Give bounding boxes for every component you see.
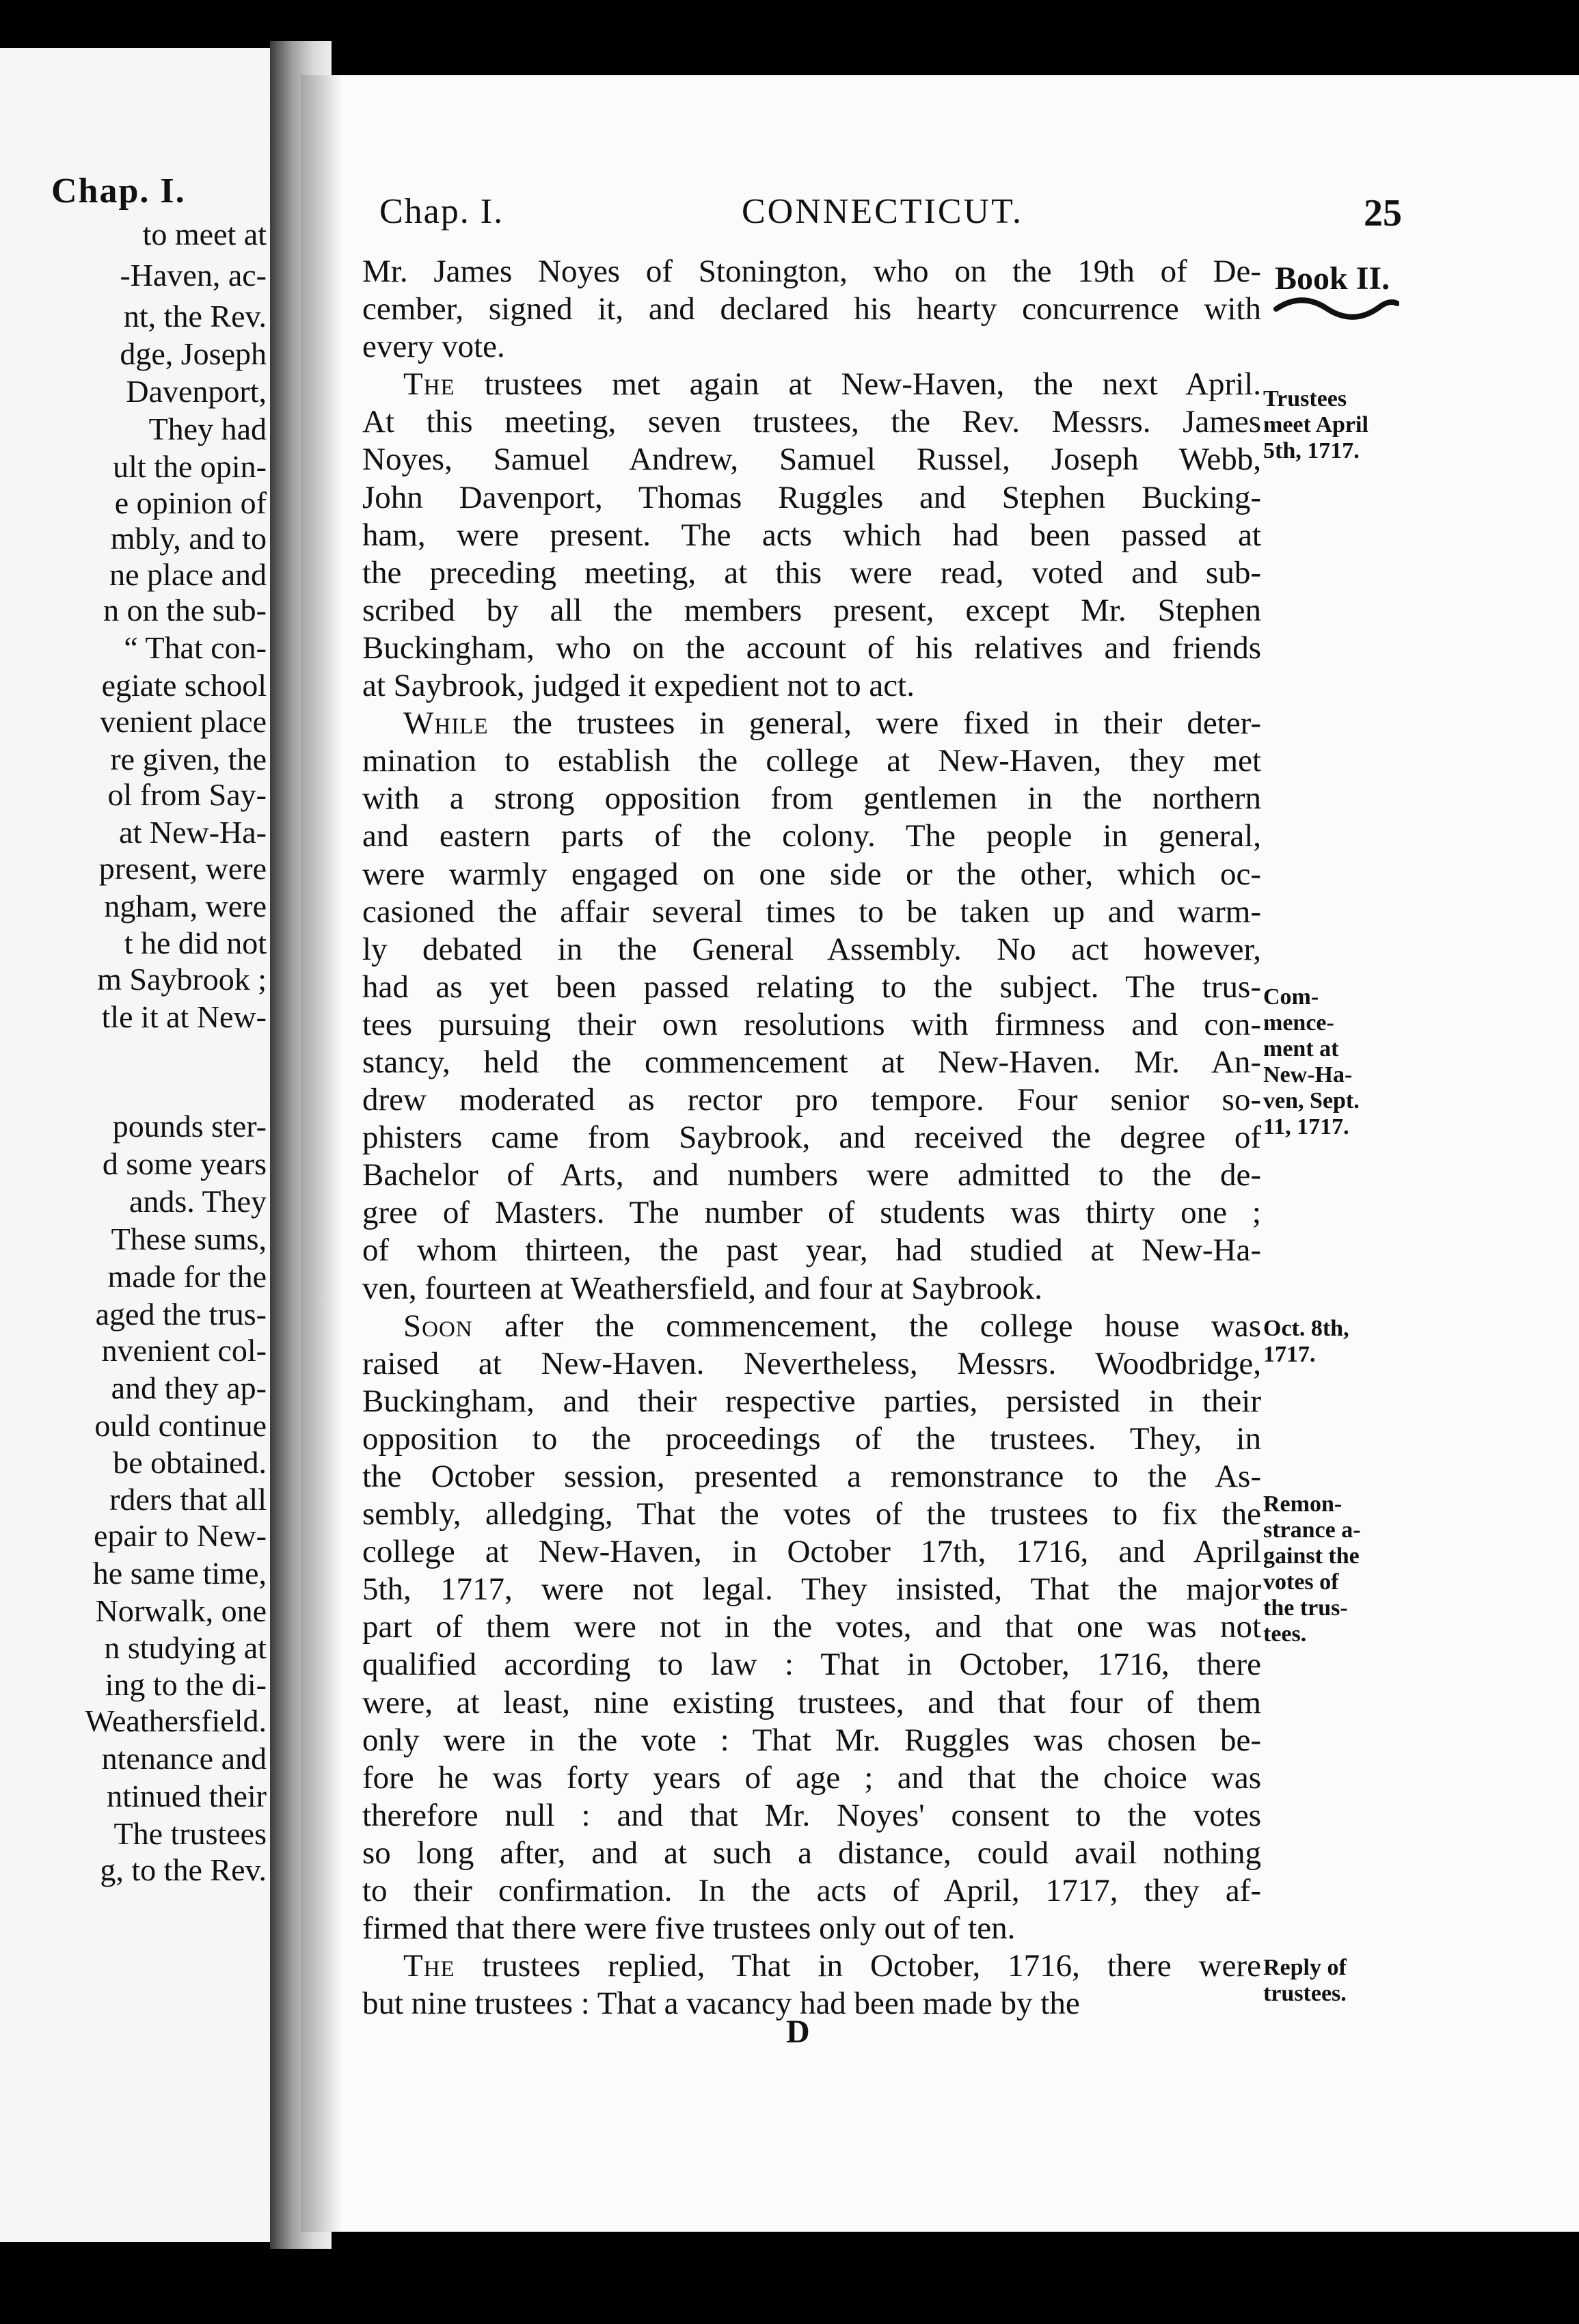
text-line: had as yet been passed relating to the subject. The trus- xyxy=(362,969,1261,1005)
left-page-line: ol from Say- xyxy=(107,777,267,812)
left-page-line: g, to the Rev. xyxy=(100,1852,267,1887)
left-page-line: ngham, were xyxy=(104,889,267,923)
left-page-line: d some years xyxy=(102,1146,267,1181)
side-note-line: trustees. xyxy=(1263,1981,1347,2006)
side-note-line: meet April xyxy=(1263,412,1368,437)
left-page-line: nvenient col- xyxy=(101,1333,267,1368)
side-note-line: votes of xyxy=(1263,1569,1339,1595)
side-note-line: 1717. xyxy=(1263,1342,1316,1367)
left-page-header: Chap. I. xyxy=(51,172,186,211)
left-page-line: mbly, and to xyxy=(110,521,267,556)
text-line: but nine trustees : That a vacancy had been made by the xyxy=(362,1986,1080,2022)
side-note-line: the trus- xyxy=(1263,1595,1348,1621)
text-line: sembly, alledging, That the votes of the trustees to fix the xyxy=(362,1496,1261,1532)
text-line: ly debated in the General Assembly. No act however, xyxy=(362,931,1261,967)
text-line: At this meeting, seven trustees, the Rev. Messrs. James xyxy=(362,404,1261,440)
left-page-line: -Haven, ac- xyxy=(120,258,267,293)
side-note-reply xyxy=(1263,1955,1347,2007)
left-page-line: pounds ster- xyxy=(112,1109,267,1144)
swash-ornament xyxy=(1273,294,1399,321)
left-page-line: These sums, xyxy=(111,1221,267,1256)
side-note-line: New-Ha- xyxy=(1263,1062,1353,1087)
left-page-line: n studying at xyxy=(104,1630,267,1665)
left-page-line: ne place and xyxy=(109,557,267,592)
paragraph-lead-word: The xyxy=(403,1948,455,1984)
side-note-line: mence- xyxy=(1263,1010,1334,1036)
text-line: firmed that there were five trustees only out of ten. xyxy=(362,1910,1016,1947)
left-page-line: ands. They xyxy=(129,1184,267,1219)
side-note-line: Remon- xyxy=(1263,1491,1342,1517)
paragraph-lead-word: While xyxy=(403,705,489,742)
book-label: Book II. xyxy=(1275,260,1390,297)
text-line: drew moderated as rector pro tempore. Four senior so- xyxy=(362,1082,1261,1118)
side-note-line: gainst the xyxy=(1263,1543,1360,1569)
text-line: casioned the affair several times to be taken up and warm- xyxy=(362,893,1261,930)
left-page-line: m Saybrook ; xyxy=(97,962,267,997)
left-page-line: at New-Ha- xyxy=(119,815,267,850)
paragraph-lead-word: Soon xyxy=(403,1308,473,1344)
text-line: 5th, 1717, were not legal. They insisted, That the major xyxy=(362,1571,1261,1608)
left-page-line: made for the xyxy=(107,1259,267,1294)
text-line: with a strong opposition from gentlemen in the northern xyxy=(362,781,1261,817)
left-page-line: rders that all xyxy=(109,1482,267,1517)
side-note-line: 5th, 1717. xyxy=(1263,438,1360,463)
side-note-remonstrance xyxy=(1263,1491,1361,1647)
left-page-line: dge, Joseph xyxy=(120,336,267,371)
text-line: Buckingham, who on the account of his relatives and friends xyxy=(362,630,1261,666)
text-line: While the trustees in general, were fixed in their deter- xyxy=(403,705,1261,742)
left-page-line: ult the opin- xyxy=(113,449,267,484)
text-line: and eastern parts of the colony. The people in general, xyxy=(362,818,1261,854)
text-line: so long after, and at such a distance, could avail nothing xyxy=(362,1835,1261,1871)
left-page-line: Norwalk, one xyxy=(95,1593,267,1628)
text-line: raised at New-Haven. Nevertheless, Messrs. Woodbridge, xyxy=(362,1345,1261,1381)
left-page-line: n on the sub- xyxy=(103,593,267,627)
left-page-line: be obtained. xyxy=(113,1445,267,1480)
text-line: phisters came from Saybrook, and received the degree of xyxy=(362,1120,1261,1156)
text-line: tees pursuing their own resolutions with firmness and con- xyxy=(362,1006,1261,1042)
left-page-line: re given, the xyxy=(110,742,267,776)
side-note-trustees-meet xyxy=(1263,386,1368,464)
side-note-line: Trustees xyxy=(1263,386,1347,411)
text-line: stancy, held the commencement at New-Haven. Mr. An- xyxy=(362,1044,1261,1080)
left-page-line: ntenance and xyxy=(101,1741,267,1776)
left-page-line: “ That con- xyxy=(124,630,267,665)
text-line: the preceding meeting, at this were read, voted and sub- xyxy=(362,554,1261,591)
text-line: therefore null : and that Mr. Noyes' consent to the votes xyxy=(362,1797,1261,1833)
left-page-line: ing to the di- xyxy=(105,1667,267,1702)
text-line: were, at least, nine existing trustees, and that four of them xyxy=(362,1684,1261,1720)
text-line: The trustees replied, That in October, 1716, there were xyxy=(403,1948,1261,1984)
page-number: 25 xyxy=(1364,192,1402,234)
left-page-line: nt, the Rev. xyxy=(123,299,267,334)
left-page-line: egiate school xyxy=(101,668,267,703)
text-line: every vote. xyxy=(362,329,505,365)
left-page-fragment xyxy=(0,48,273,2242)
side-note-line: ment at xyxy=(1263,1036,1339,1062)
text-line: were warmly engaged on one side or the other, which oc- xyxy=(362,856,1261,892)
text-line: college at New-Haven, in October 17th, 1716, and April xyxy=(362,1534,1261,1570)
left-page-line: aged the trus- xyxy=(95,1297,267,1332)
text-line: ham, were present. The acts which had been passed at xyxy=(362,517,1261,553)
left-page-line: he same time, xyxy=(92,1556,267,1591)
text-line: gree of Masters. The number of students was thirty one ; xyxy=(362,1195,1261,1231)
side-note-line: strance a- xyxy=(1263,1517,1361,1543)
text-line: cember, signed it, and declared his hearty concurrence with xyxy=(362,291,1261,327)
left-page-line: present, were xyxy=(98,851,267,886)
text-line: the October session, presented a remonstrance to the As- xyxy=(362,1459,1261,1494)
paragraph-lead-word: The xyxy=(403,366,455,403)
text-line: opposition to the proceedings of the trustees. They, in xyxy=(362,1420,1261,1457)
left-page-line: venient place xyxy=(100,704,267,739)
side-note-line: tees. xyxy=(1263,1621,1307,1647)
side-note-line: 11, 1717. xyxy=(1263,1114,1349,1139)
left-page-line: to meet at xyxy=(142,217,267,252)
left-page-line: and they ap- xyxy=(111,1370,267,1405)
text-line: mination to establish the college at New-Haven, they met xyxy=(362,743,1261,779)
text-line: of whom thirteen, the past year, had studied at New-Ha- xyxy=(362,1232,1261,1269)
body-text xyxy=(362,253,1261,2023)
left-page-line: ould continue xyxy=(94,1408,267,1443)
text-line: to their confirmation. In the acts of April, 1717, they af- xyxy=(362,1873,1261,1909)
page-shadow xyxy=(301,75,342,2232)
left-page-line: They had xyxy=(148,411,267,446)
text-line: Buckingham, and their respective parties, persisted in their xyxy=(362,1383,1261,1419)
left-page-line: ntinued their xyxy=(107,1779,267,1813)
side-note-line: Oct. 8th, xyxy=(1263,1316,1349,1341)
side-note-oct-8th xyxy=(1263,1316,1349,1368)
side-note-line: Reply of xyxy=(1263,1955,1347,1980)
left-page-line: Weathersfield. xyxy=(85,1703,267,1738)
text-line: Bachelor of Arts, and numbers were admitted to the de- xyxy=(362,1157,1261,1193)
text-line: Soon after the commencement, the college house was xyxy=(403,1308,1261,1344)
running-header-title: CONNECTICUT. xyxy=(742,192,1024,231)
text-line: qualified according to law : That in October, 1716, there xyxy=(362,1647,1261,1683)
side-note-line: Com- xyxy=(1263,984,1319,1010)
signature-mark: D xyxy=(786,2014,810,2050)
running-header-chapter: Chap. I. xyxy=(379,192,504,231)
text-line: John Davenport, Thomas Ruggles and Stephen Bucking- xyxy=(362,479,1261,515)
left-page-line: tle it at New- xyxy=(101,999,267,1034)
side-note-commencement xyxy=(1263,984,1360,1140)
text-line: scribed by all the members present, except Mr. Stephen xyxy=(362,592,1261,628)
left-page-line: The trustees xyxy=(113,1816,267,1851)
left-page-line: epair to New- xyxy=(94,1518,267,1553)
text-line: The trustees met again at New-Haven, the next April. xyxy=(403,366,1261,403)
text-line: ven, fourteen at Weathersfield, and four at Saybrook. xyxy=(362,1270,1043,1306)
side-note-line: ven, Sept. xyxy=(1263,1088,1360,1113)
text-line: Mr. James Noyes of Stonington, who on the 19th of De- xyxy=(362,254,1261,289)
text-line: fore he was forty years of age ; and that the choice was xyxy=(362,1759,1261,1796)
text-line: part of them were not in the votes, and that one was not xyxy=(362,1609,1261,1645)
left-page-line: t he did not xyxy=(124,925,267,960)
text-line: only were in the vote : That Mr. Ruggles was chosen be- xyxy=(362,1722,1261,1758)
text-line: Noyes, Samuel Andrew, Samuel Russel, Joseph Webb, xyxy=(362,442,1261,478)
text-line: at Saybrook, judged it expedient not to act. xyxy=(362,668,915,704)
left-page-line: Davenport, xyxy=(126,374,267,409)
left-page-line: e opinion of xyxy=(114,485,267,520)
